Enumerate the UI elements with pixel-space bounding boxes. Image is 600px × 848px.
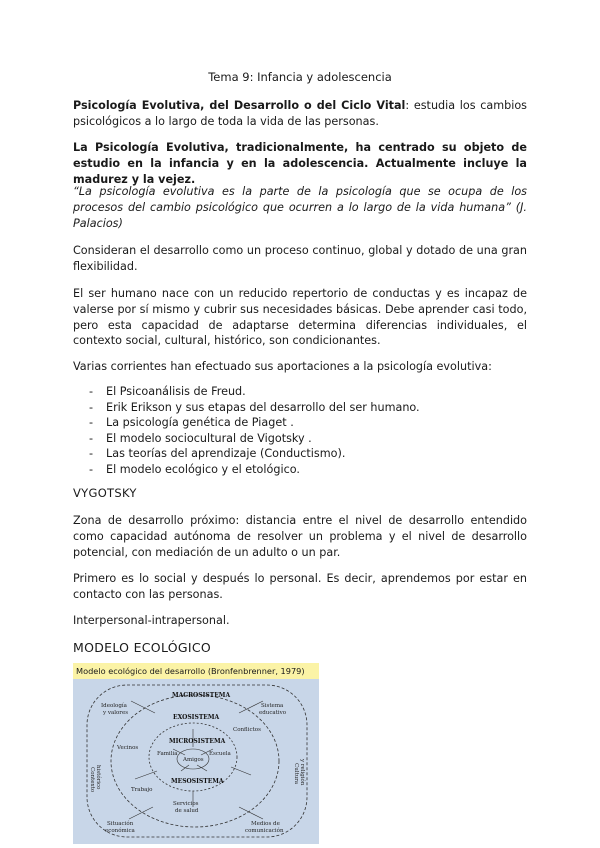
label-religion: y religión xyxy=(299,759,305,786)
label-medios: Medios de xyxy=(251,821,280,827)
label-ideologia: Ideología xyxy=(101,703,127,709)
paragraph-definition xyxy=(73,98,527,130)
figure-caption: Modelo ecológico del desarrollo (Bronfenbrenner, 1979) xyxy=(73,663,319,679)
label-escuela: Escuela xyxy=(209,751,231,757)
paragraph-social: Primero es lo social y después lo personal. Es decir, aprendemos por estar en contacto con las personas. xyxy=(73,572,527,601)
page-title: Tema 9: Infancia y adolescencia xyxy=(208,70,392,84)
list-item: - El modelo ecológico y el etológico. xyxy=(73,462,527,478)
paragraph-development: Consideran el desarrollo como un proceso continuo, global y dotado de una gran flexibilidad. xyxy=(73,244,527,273)
vygotsky-heading: VYGOTSKY xyxy=(73,486,137,500)
label-vecinos: Vecinos xyxy=(117,745,139,751)
label-educativo: educativo xyxy=(259,710,287,716)
label-amigos: Amigos xyxy=(183,757,204,763)
list-item: - El modelo sociocultural de Vigotsky . xyxy=(73,431,527,447)
paragraph-currents: Varias corrientes han efectuado sus aportaciones a la psicología evolutiva: xyxy=(73,360,492,373)
label-trabajo: Trabajo xyxy=(131,787,153,793)
paragraph-focus: La Psicología Evolutiva, tradicionalmente, ha centrado su objeto de estudio en la infancia y en la adolescencia. Actualmente incluye la madurez y la vejez. xyxy=(73,141,527,186)
list-item: - La psicología genética de Piaget . xyxy=(73,415,527,431)
ecological-model-figure xyxy=(73,663,319,844)
paragraph-quote: “La psicología evolutiva es la parte de la psicología que se ocupa de los procesos del cambio psicológico que ocurren a lo largo de la vida humana” (J. Palacios) xyxy=(73,185,527,230)
label-cultura: Cultura xyxy=(293,763,299,785)
label-microsystem: MICROSISTEMA xyxy=(169,738,226,745)
label-economica: económica xyxy=(105,828,135,834)
list-item: - Las teorías del aprendizaje (Conductismo). xyxy=(73,446,527,462)
label-macrosystem: MACROSISTEMA xyxy=(172,692,231,699)
label-mesosystem: MESOSISTEMA xyxy=(171,778,224,785)
ecological-diagram xyxy=(73,679,319,844)
label-valores: y valores xyxy=(103,710,129,716)
list-item: - Erik Erikson y sus etapas del desarrollo del ser humano. xyxy=(73,400,527,416)
ecological-heading: MODELO ECOLÓGICO xyxy=(73,640,212,655)
label-contexto: Contexto xyxy=(89,767,95,793)
paragraph-zdp: Zona de desarrollo próximo: distancia entre el nivel de desarrollo entendido como capacidad autónoma de resolver un problema y el nivel de desarrollo potencial, con mediación de un adulto o un par. xyxy=(73,514,527,559)
label-historico: histórico xyxy=(95,765,101,790)
label-conflictos: Conflictos xyxy=(233,727,261,733)
definition-term: Psicología Evolutiva, del Desarrollo o del Ciclo Vital xyxy=(73,99,406,112)
list-item: - El Psicoanálisis de Freud. xyxy=(73,384,527,400)
label-exosystem: EXOSISTEMA xyxy=(173,714,220,721)
label-servicios: Servicios xyxy=(173,801,199,807)
label-familia: Familia xyxy=(157,751,178,757)
label-situacion: Situación xyxy=(107,821,134,827)
currents-list xyxy=(73,384,527,478)
paragraph-human-being: El ser humano nace con un reducido repertorio de conductas y es incapaz de valerse por sí mismo y cubrir sus necesidades básicas. Debe aprender casi todo, pero esta capacidad de adaptarse determina diferencias individuales, el contexto social, cultural, histórico, son condicionantes. xyxy=(73,287,527,348)
paragraph-interpersonal: Interpersonal-intrapersonal. xyxy=(73,614,230,627)
definition-text: : estudia los cambios psicológicos a lo largo de toda la vida de las personas. xyxy=(73,99,527,128)
label-sistema: Sistema xyxy=(261,703,284,709)
label-comunicacion: comunicación xyxy=(245,828,284,834)
label-salud: de salud xyxy=(175,808,199,814)
